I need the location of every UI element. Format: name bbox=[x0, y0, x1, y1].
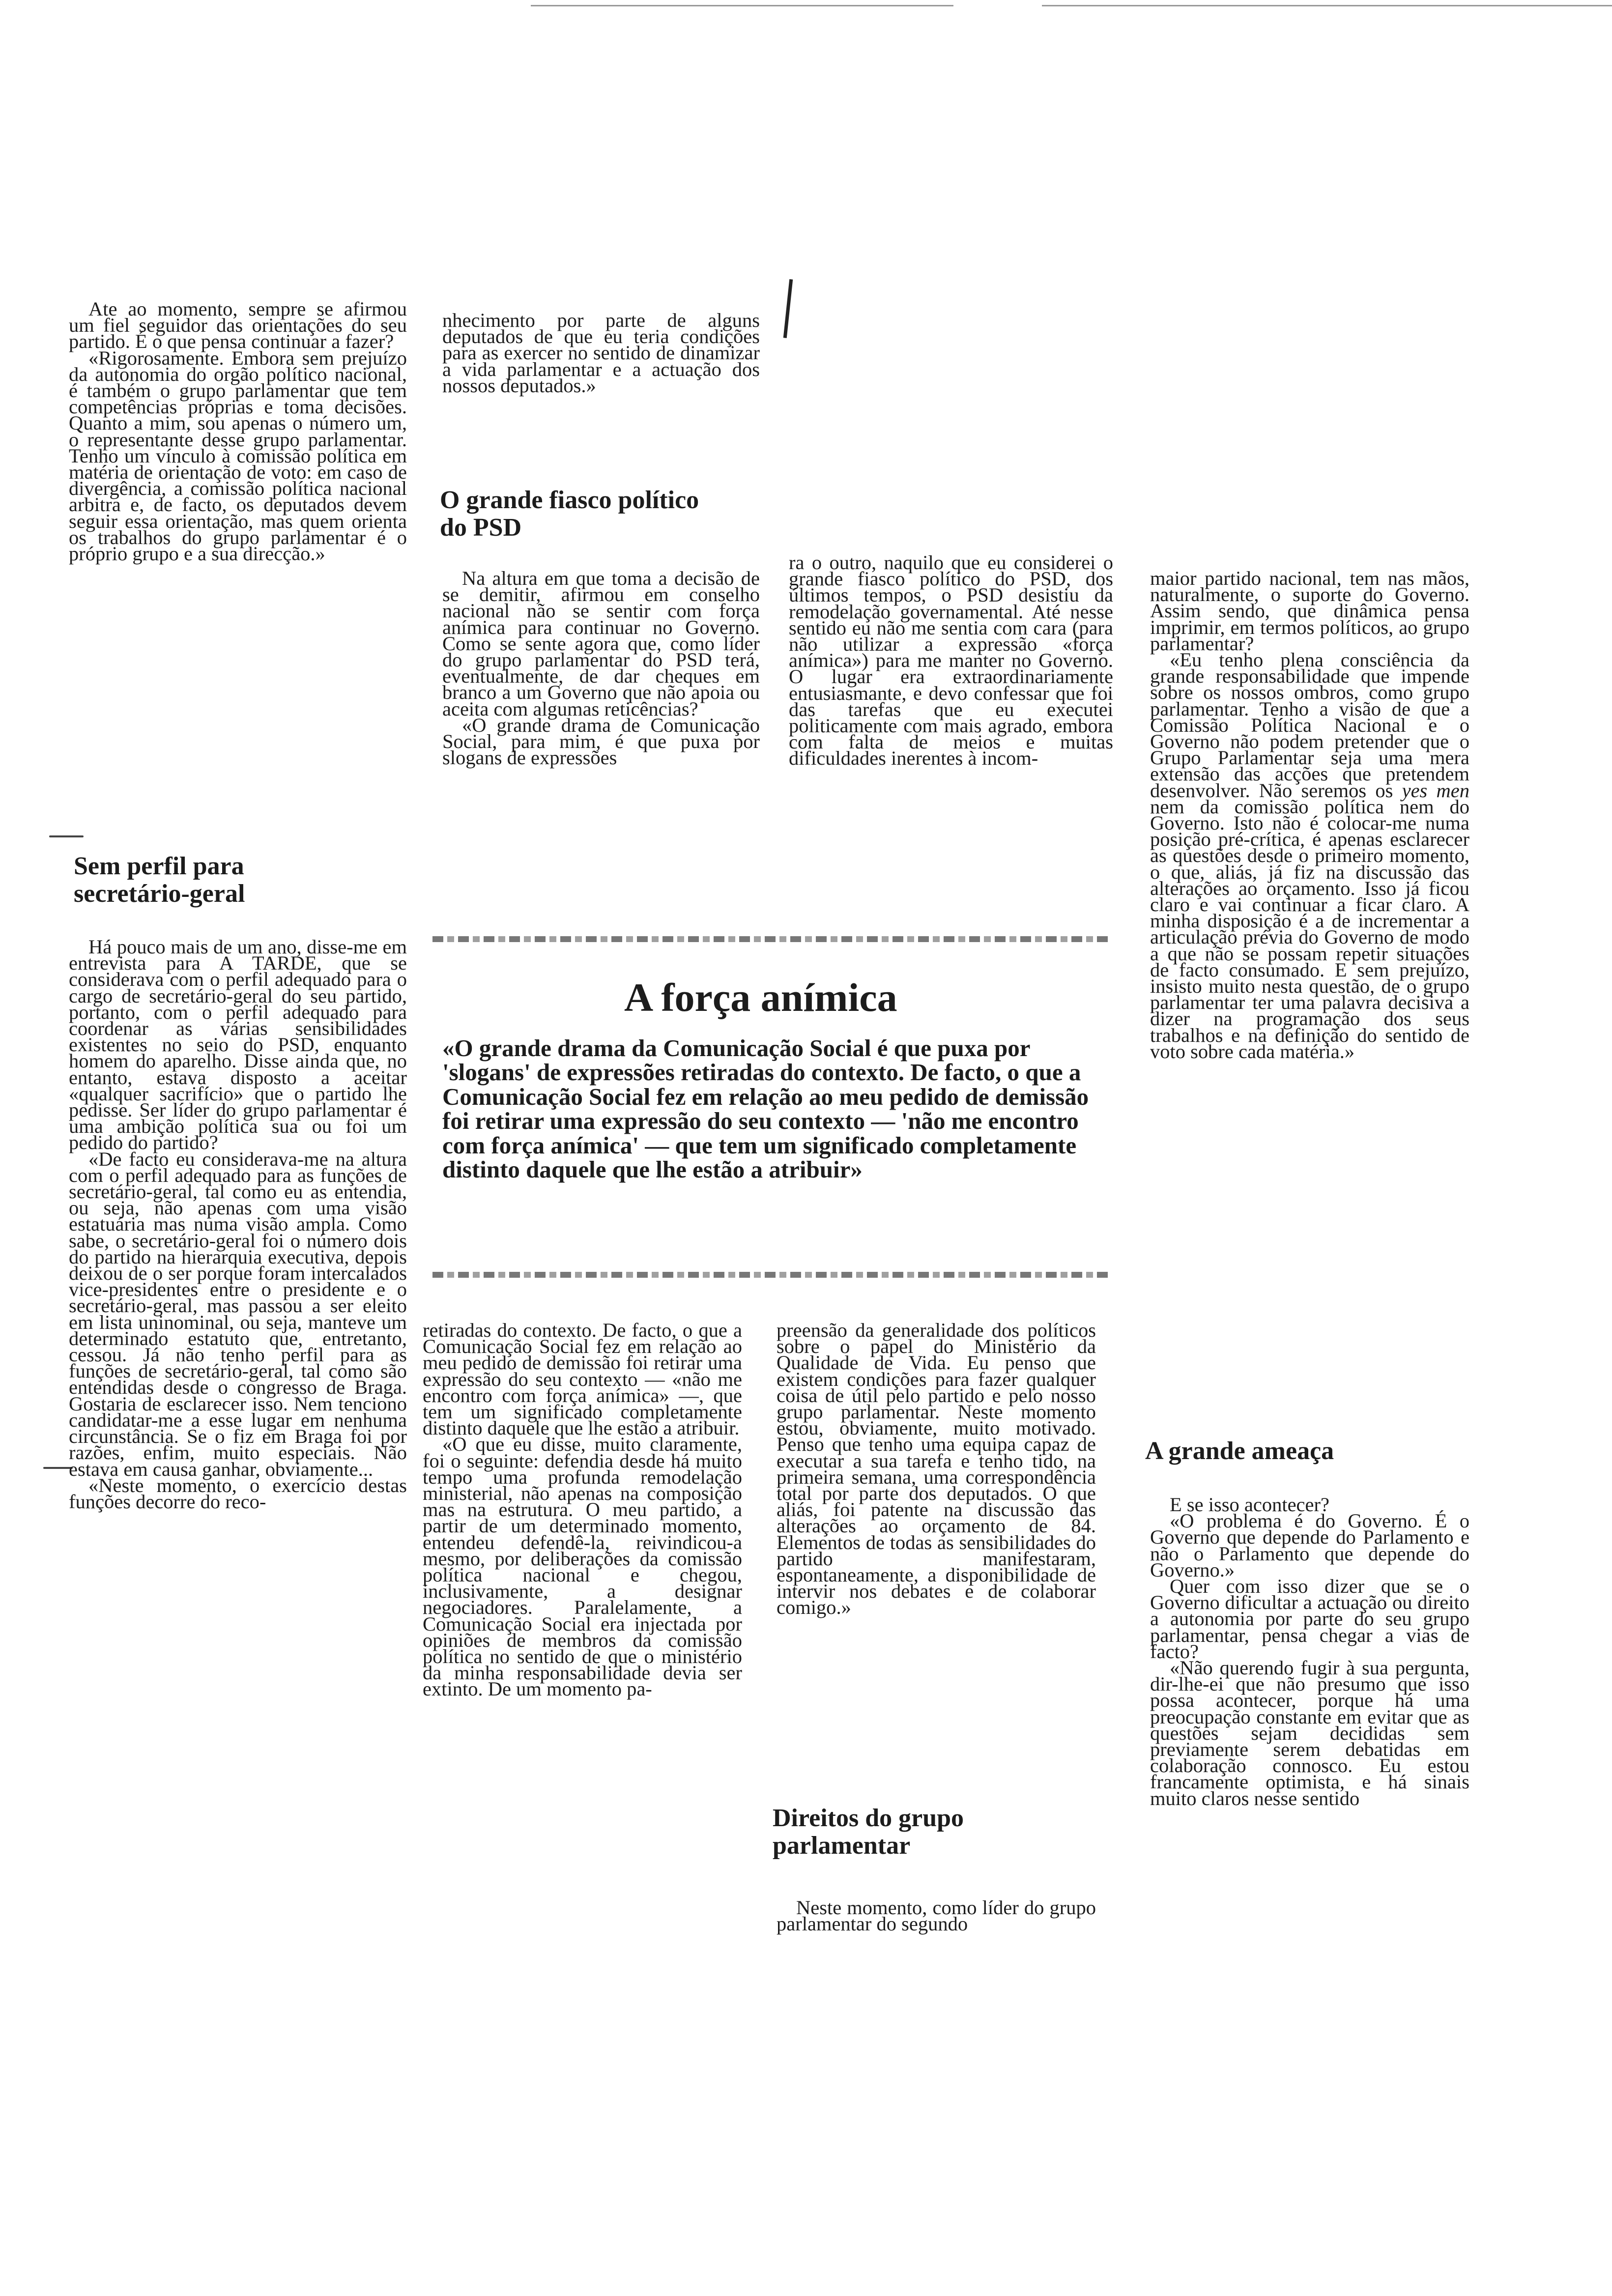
answer-paragraph: «Não querendo fugir à sua pergunta, dir-lhe-ei que não presumo que isso possa acontecer, porque há uma preocupação constante em evitar que as questões sejam decididas sem previamente serem debatidas em colaboração connosco. Eu estou francamente optimista, e há sinais muito claros nesse sentido bbox=[1150, 1657, 1469, 1809]
section-heading-sem-perfil: Sem perfil para secretário-geral bbox=[74, 852, 245, 908]
column-6 bbox=[777, 1319, 1096, 1619]
column-1-top bbox=[69, 298, 407, 565]
emphasis-yes-men: yes men bbox=[1402, 779, 1470, 802]
question-paragraph: Ate ao momento, sempre se afirmou um fiel seguidor das orientações do seu partido. É o que pensa continuar a fazer? bbox=[69, 298, 407, 353]
feature-lead-quote: «O grande drama da Comunicação Social é que puxa por 'slogans' de expressões retiradas do contexto. De facto, o que a Comunicação Social fez em relação ao meu pedido de demissão foi retirar uma expressão do seu contexto — 'não me encontro com força anímica' — que tem um significado completamente distinto daquele que lhe estão a atribuir» bbox=[442, 1034, 1089, 1183]
feature-top-rule bbox=[432, 936, 1111, 942]
column-2-bottom bbox=[442, 567, 760, 769]
answer-paragraph: «O que eu disse, muito claramente, foi o seguinte: defendia desde há muito tempo uma profunda remodelação ministerial, não apenas na composição mas na estrutura. O meu partido, a partir de um determinado momento, entendeu defendê-la, reivindicou-a mesmo, por deliberações da comissão política nacional e chegou, inclusivamente, a designar negociadores. Paralelamente, a Comunicação Social era injectada por opiniões de membros da comissão política no sentido de que o ministério da minha responsabilidade devia ser extinto. De um momento pa- bbox=[423, 1433, 742, 1700]
answer-paragraph: «Neste momento, o exercício destas funções decorre do reco- bbox=[69, 1474, 407, 1513]
top-rule-right bbox=[1042, 5, 1612, 6]
column-6-bottom bbox=[777, 1896, 1096, 1935]
section-heading-ameaca: A grande ameaça bbox=[1145, 1437, 1334, 1465]
section-heading-fiasco: O grande fiasco político do PSD bbox=[440, 486, 699, 542]
answer-paragraph: ra o outro, naquilo que eu considerei o grande fiasco político do PSD, dos últimos tempos, o PSD desistiu da remodelação governamental. Até nesse sentido eu não me sentia com cara (para não utilizar a expressão «força anímica») para me manter no Governo. O lugar era extraordinariamente entusiasmante, e devo confessar que foi das tarefas que eu executei politicamente com mais agrado, embora com falta de meios e muitas dificuldades inerentes à incom- bbox=[789, 551, 1113, 770]
top-rule-left bbox=[531, 5, 953, 6]
answer-text-cont: nem da comissão política nem do Governo. Isto não é colocar-me numa posição pré-crítica, é apenas esclarecer as questões desde o primeiro momento, o que, aliás, já fiz na discussão das alterações ao orçamento. Isso já ficou claro e vai continuar a ficar claro. A minha disposição é a de incrementar a articulação prévia do Governo de modo a que não se possam repetir situações de facto consumado. E sem prejuízo, insisto muito nesta questão, de o grupo parlamentar ter uma palavra decisiva a dizer na programação dos seus trabalhos e na definição do sentido de voto sobre cada matéria.» bbox=[1150, 795, 1469, 1062]
answer-paragraph: «O grande drama de Comunicação Social, para mim, é que puxa por slogans de expressões bbox=[442, 714, 760, 769]
question-paragraph: maior partido nacional, tem nas mãos, naturalmente, o suporte do Governo. Assim sendo, que dinâmica pensa imprimir, em termos políticos, ao grupo parlamentar? bbox=[1150, 567, 1469, 655]
margin-dash-mark bbox=[49, 835, 84, 837]
column-5 bbox=[423, 1319, 742, 1700]
answer-paragraph: «O problema é do Governo. É o Governo que depende do Parlamento e não o Parlamento que depende do Governo.» bbox=[1150, 1510, 1469, 1581]
section-heading-direitos: Direitos do grupo parlamentar bbox=[773, 1804, 964, 1860]
question-paragraph: Neste momento, como líder do grupo parlamentar do segundo bbox=[777, 1896, 1096, 1935]
answer-paragraph: preensão da generalidade dos políticos sobre o papel do Ministério da Qualidade de Vida. Eu penso que existem condições para fazer qualquer coisa de útil pelo partido e pelo nosso grupo parlamentar. Neste momento estou, obviamente, muito motivado. Penso que tenho uma equipa capaz de executar a sua tarefa e tenho tido, na primeira semana, uma correspondência total por parte dos deputados. O que aliás, foi patente na discussão das alterações ao orçamento de 84. Elementos de todas as sensibilidades do partido manifestaram, espontaneamente, a disponibilidade de intervir nos debates e de colaborar comigo.» bbox=[777, 1319, 1096, 1619]
column-1-bottom bbox=[69, 936, 407, 1513]
answer-text: «Eu tenho plena consciência da grande responsabilidade que impende sobre os nossos ombros, como grupo parlamentar. Tenho a visão de que a Comissão Política Nacional e o Governo não podem pretender que o Grupo Parlamentar seja uma mera extensão das acções que pretendem desenvolver. Não seremos os bbox=[1150, 649, 1469, 802]
question-paragraph: Quer com isso dizer que se o Governo dificultar a actuação ou direito a autonomia por parte do seu grupo parlamentar, pensa chegar a vias de facto? bbox=[1150, 1575, 1469, 1663]
answer-paragraph: nhecimento por parte de alguns deputados de que eu teria condições para as exercer no sentido de dinamizar a vida parlamentar e a actuação dos nossos deputados.» bbox=[442, 309, 760, 397]
feature-bottom-rule bbox=[432, 1272, 1111, 1278]
question-paragraph: Na altura em que toma a decisão de se demitir, afirmou em conselho nacional não se sentir com força anímica para continuar no Governo. Como se sente agora que, como líder do grupo parlamentar do PSD terá, eventualmente, de dar cheques em branco a um Governo que não apoia ou aceita com algumas reticências? bbox=[442, 567, 760, 720]
question-paragraph: E se isso acontecer? bbox=[1170, 1493, 1329, 1516]
column-4-top bbox=[1150, 567, 1470, 1062]
column-4-bottom bbox=[1150, 1493, 1469, 1809]
answer-paragraph: «Rigorosamente. Embora sem prejuízo da autonomia do orgão político nacional, é também o grupo parlamentar que tem competências próprias e toma decisões. Quanto a mim, sou apenas o número um, o representante desse grupo parlamentar. Tenho um vínculo à comissão política em matéria de orientação de voto: em caso de divergência, a comissão política nacional arbitra e, de facto, os deputados devem seguir essa orientação, mas quem orienta os trabalhos do grupo parlamentar é o próprio grupo e a sua direcção.» bbox=[69, 346, 407, 565]
question-paragraph: Há pouco mais de um ano, disse-me em entrevista para A TARDE, que se considerava com o perfil adequado para o cargo de secretário-geral do seu partido, portanto, com o perfil adequado para coordenar as várias sensibilidades existentes no seio do PSD, enquanto homem do aparelho. Disse ainda que, no entanto, estava disposto a aceitar «qualquer sacrifício» que o partido lhe pedisse. Ser líder do grupo parlamentar é uma ambição política sua ou foi um pedido do partido? bbox=[69, 936, 407, 1154]
margin-dash-mark-2 bbox=[43, 1467, 73, 1469]
vertical-stroke-mark bbox=[783, 279, 793, 338]
column-3 bbox=[789, 551, 1113, 770]
column-2-top bbox=[442, 309, 760, 397]
answer-paragraph: retiradas do contexto. De facto, o que a Comunicação Social fez em relação ao meu pedido de demissão foi retirar uma expressão do seu contexto — «não me encontro com força anímica» —, que tem um significado completamente distinto daquele que lhe estão a atribuir. bbox=[423, 1319, 742, 1439]
answer-paragraph: «De facto eu considerava-me na altura com o perfil adequado para as funções de secretário-geral, tal como eu as entendia, ou seja, não apenas com uma visão estatuária mas numa visão ampla. Como sabe, o secretário-geral foi o número dois do partido na hierarquia executiva, depois deixou de o ser porque foram intercalados vice-presidentes entre o presidente e o secretário-geral, mas passou a ser eleito em lista uninominal, ou seja, manteve um determinado estatuto que, entretanto, cessou. Já não tenho perfil para as funções de secretário-geral, tal como são entendidas desde o congresso de Braga. Gostaria de esclarecer isso. Nem tenciono candidatar-me a esse lugar em nenhuma circunstância. Se o fiz em Braga foi por razões, enfim, muito especiais. Não estava em causa ganhar, obviamente... bbox=[69, 1148, 407, 1480]
answer-paragraph bbox=[1150, 649, 1470, 1062]
feature-title: A força anímica bbox=[624, 975, 897, 1020]
